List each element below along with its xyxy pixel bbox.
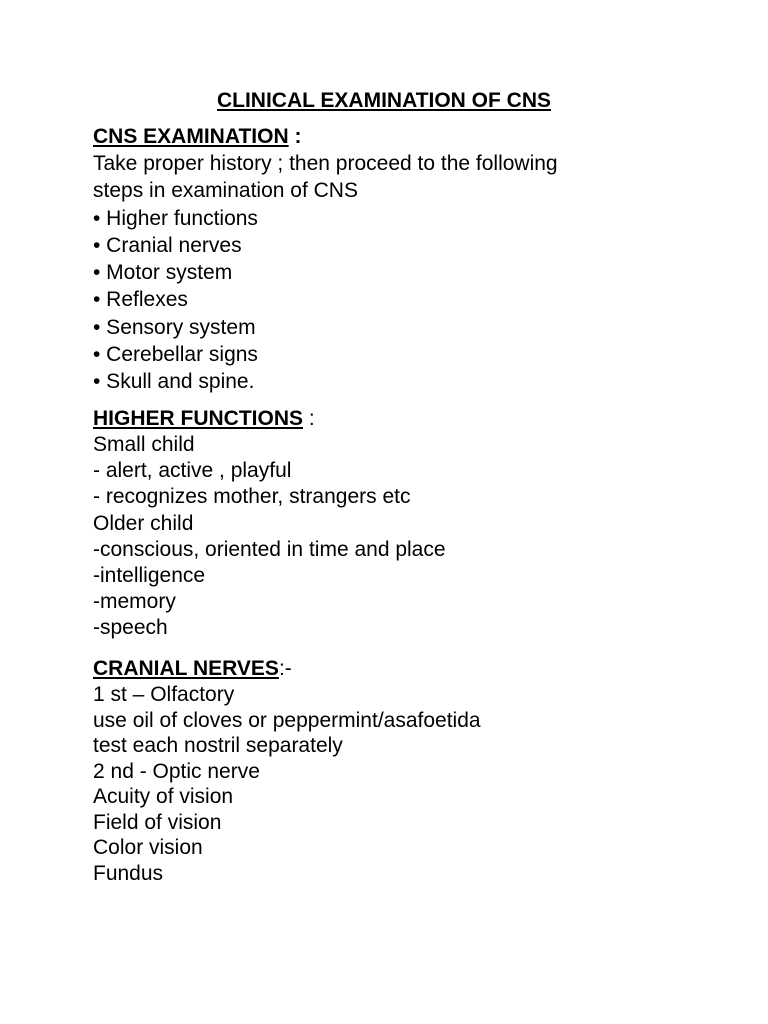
text-line: Acuity of vision bbox=[93, 785, 234, 808]
text-line: Take proper history ; then proceed to the following bbox=[93, 152, 558, 175]
section-heading-cns-examination bbox=[93, 124, 733, 150]
text-line: - alert, active , playful bbox=[93, 459, 292, 483]
page-title: CLINICAL EXAMINATION OF CNS bbox=[216, 89, 552, 112]
list-item: • Skull and spine. bbox=[93, 370, 255, 394]
text-line: steps in examination of CNS bbox=[93, 179, 358, 203]
list-item: • Sensory system bbox=[93, 315, 256, 339]
heading-suffix: :- bbox=[278, 657, 292, 680]
text-line: -conscious, oriented in time and place bbox=[93, 537, 446, 561]
text-line: - recognizes mother, strangers etc bbox=[93, 485, 411, 509]
heading-text: CRANIAL NERVES bbox=[93, 657, 279, 680]
text-line: Older child bbox=[93, 511, 194, 535]
list-item: • Higher functions bbox=[93, 206, 258, 230]
list-item: • Motor system bbox=[93, 261, 233, 285]
heading-suffix: : bbox=[303, 407, 315, 430]
text-line: Field of vision bbox=[93, 810, 222, 834]
section-heading-higher-functions bbox=[93, 406, 733, 432]
text-line: Color vision bbox=[93, 836, 203, 859]
text-line: -memory bbox=[93, 590, 176, 614]
heading-text: CNS EXAMINATION bbox=[93, 125, 289, 148]
heading-suffix: : bbox=[288, 125, 302, 148]
text-line: Small child bbox=[93, 433, 195, 456]
list-item: • Cerebellar signs bbox=[93, 343, 258, 367]
text-line: -intelligence bbox=[93, 564, 206, 588]
section-heading-cranial-nerves bbox=[93, 656, 733, 682]
list-item: • Reflexes bbox=[93, 288, 188, 312]
text-line: 1 st – Olfactory bbox=[93, 683, 235, 706]
heading-text: HIGHER FUNCTIONS bbox=[93, 407, 303, 430]
text-line: Fundus bbox=[93, 861, 164, 885]
list-item: • Cranial nerves bbox=[93, 233, 242, 257]
text-line: use oil of cloves or peppermint/asafoetida bbox=[93, 708, 481, 732]
text-line: test each nostril separately bbox=[93, 734, 343, 757]
text-line: 2 nd - Optic nerve bbox=[93, 759, 260, 783]
section-cns-examination bbox=[93, 124, 733, 396]
text-line: -speech bbox=[93, 616, 168, 640]
section-higher-functions bbox=[93, 406, 733, 642]
section-cranial-nerves bbox=[93, 656, 733, 886]
